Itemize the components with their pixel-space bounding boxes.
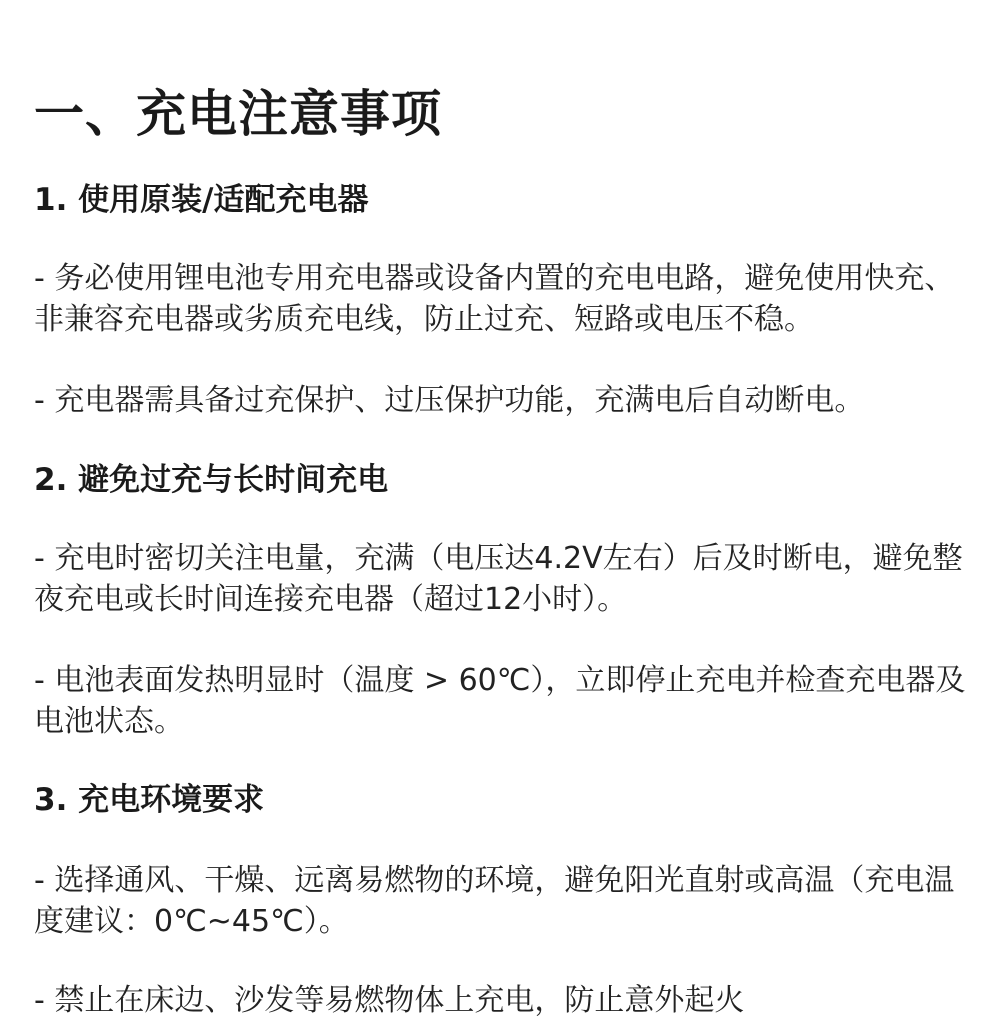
- section-item-flammable: - 禁止在床边、沙发等易燃物体上充电，防止意外起火: [34, 983, 745, 1018]
- section-heading-environment: 3. 充电环境要求: [34, 782, 265, 818]
- section-item-ventilation: - 选择通风、干燥、远离易燃物的环境，避免阳光直射或高温（充电温度建议：0℃~45℃）。: [34, 863, 955, 939]
- section-heading-charger: 1. 使用原装/适配充电器: [34, 182, 369, 218]
- section-item-charger-usage: - 务必使用锂电池专用充电器或设备内置的充电电路，避免使用快充、非兼容充电器或劣质充电线，防止过充、短路或电压不稳。: [34, 261, 955, 337]
- section-item-charger-protection: - 充电器需具备过充保护、过压保护功能，充满电后自动断电。: [34, 383, 865, 418]
- page-title: 一、充电注意事项: [34, 85, 442, 143]
- section-item-overheat: - 电池表面发热明显时（温度 > 60℃），立即停止充电并检查充电器及电池状态。: [34, 663, 966, 739]
- section-heading-overcharge: 2. 避免过充与长时间充电: [34, 462, 389, 498]
- section-item-monitor-charge: - 充电时密切关注电量，充满（电压达4.2V左右）后及时断电，避免整夜充电或长时间连接充电器（超过12小时）。: [34, 541, 963, 617]
